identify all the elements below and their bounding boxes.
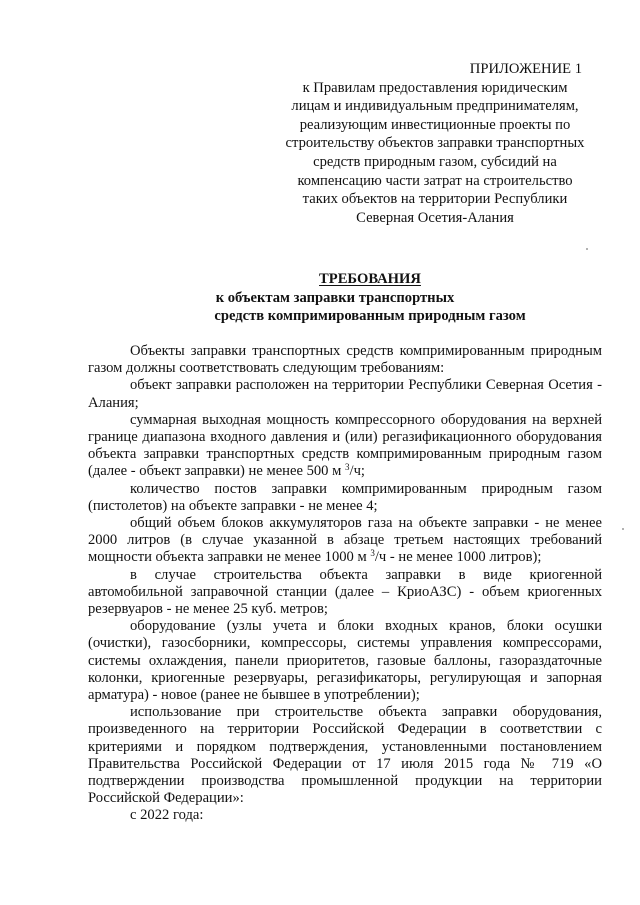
document-body: [88, 343, 602, 825]
appendix-line: строительству объектов заправки транспортных: [285, 135, 585, 152]
superscript: 3: [370, 548, 375, 559]
appendix-line: таких объектов на территории Республики: [302, 191, 568, 208]
appendix-line: средств природным газом, субсидий на: [313, 153, 557, 170]
paragraph-text: суммарная выходная мощность компрессорного оборудования на верхней границе диапазона входного давления и (или) регазификационного оборудования объекта заправки транспортных средств компримированным природным газом (далее - объект заправки) не менее 500 м: [88, 411, 602, 480]
appendix-line: компенсацию части затрат на строительство: [297, 172, 573, 189]
paragraph-intro: Объекты заправки транспортных средств компримированным природным газом должны соответствовать следующим требованиям:: [88, 343, 602, 377]
paragraph-compressor-capacity: [88, 412, 602, 481]
scan-mark: [622, 528, 624, 530]
paragraph-accumulator-volume: [88, 515, 602, 567]
title-main: ТРЕБОВАНИЯ: [319, 271, 421, 287]
paragraph-text: /ч;: [349, 463, 365, 480]
appendix-line: реализующим инвестиционные проекты по: [299, 116, 571, 133]
superscript: 3: [345, 462, 350, 473]
appendix-line: лицам и индивидуальным предпринимателям,: [291, 98, 579, 115]
title-subtitle-line-1: к объектам заправки транспортных: [215, 289, 455, 306]
paragraph-fueling-posts: количество постов заправки компримированным природным газом (пистолетов) на объекте заправки - не менее 4;: [88, 480, 602, 514]
paragraph-location: объект заправки расположен на территории Республики Северная Осетия - Алания;: [88, 377, 602, 411]
paragraph-equipment-new: оборудование (узлы учета и блоки входных кранов, блоки осушки (очистки), газосборники, компрессоры, системы управления компрессорами, системы охлаждения, панели приоритетов, газовые баллоны, газораздаточные колонки, криогенные резервуары, регазификаторы, регулирующая и запорная арматура) - новое (ранее не бывшее в употреблении);: [88, 618, 602, 704]
paragraph-from-2022: с 2022 года:: [130, 807, 204, 824]
appendix-line: к Правилам предоставления юридическим: [302, 79, 568, 96]
scan-mark: [586, 248, 588, 250]
paragraph-domestic-equipment: использование при строительстве объекта заправки оборудования, произведенного на территории Российской Федерации в соответствии с критериями и порядком подтверждения, установленными постановлением Правительства Российской Федерации от 17 июля 2015 года № 719 «О подтверждении производства промышленной продукции на территории Российской Федерации»:: [88, 704, 602, 807]
paragraph-text: /ч - не менее 1000 литров);: [374, 549, 542, 566]
appendix-heading: ПРИЛОЖЕНИЕ 1: [469, 61, 582, 77]
appendix-line: Северная Осетия-Алания: [356, 209, 514, 226]
title-subtitle-line-2: средств компримированным природным газом: [214, 308, 526, 325]
paragraph-text: общий объем блоков аккумуляторов газа на объекте заправки - не менее 2000 литров (в случае указанной в абзаце третьем настоящих требований мощности объекта заправки не менее 1000 м: [88, 515, 602, 566]
paragraph-cryogenic-station: в случае строительства объекта заправки в виде криогенной автомобильной заправочной станции (далее – КриоАЗС) - объем криогенных резервуаров - не менее 25 куб. метров;: [88, 566, 602, 618]
appendix-block: [270, 60, 600, 227]
document-title: [150, 270, 590, 326]
